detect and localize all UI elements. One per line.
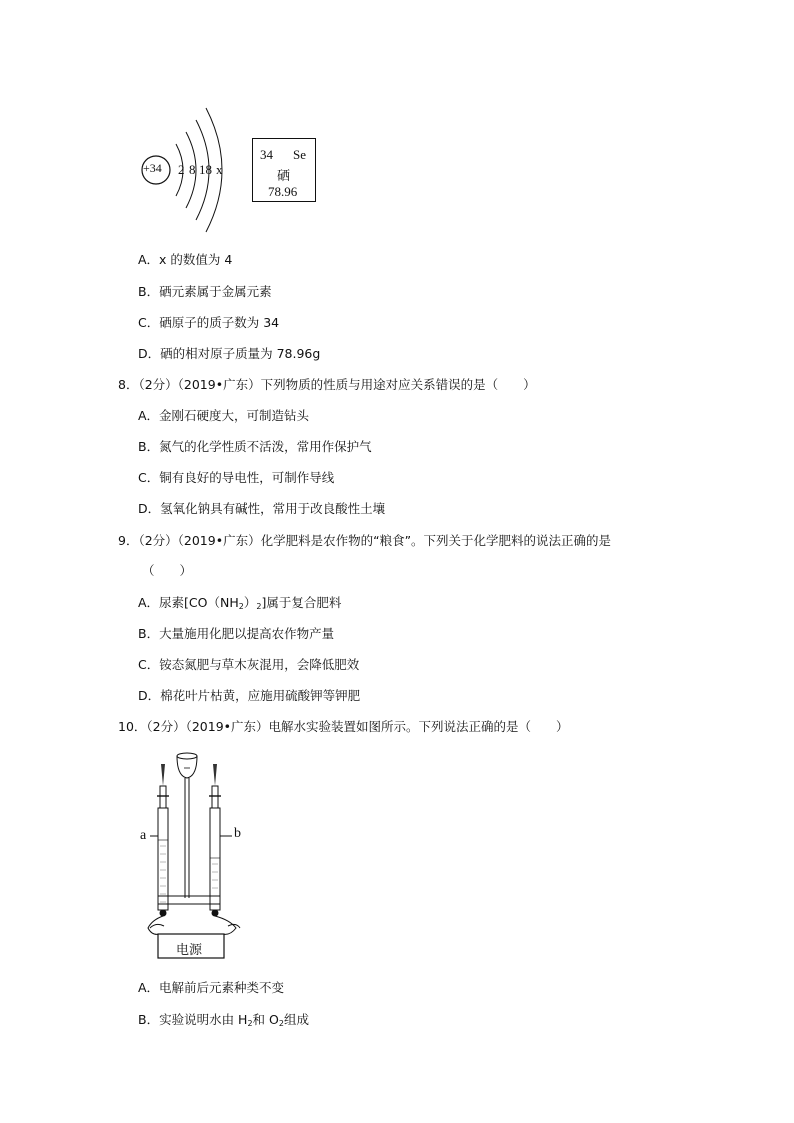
atomic-mass: 78.96 [268, 184, 298, 199]
q9-option-c: C．铵态氮肥与草木灰混用，会降低肥效 [138, 657, 360, 672]
q9-option-b: B．大量施用化肥以提高农作物产量 [138, 626, 335, 641]
q8-option-d: D．氢氧化钠具有碱性，常用于改良酸性土壤 [138, 501, 386, 516]
shell-4-count: x [216, 162, 223, 177]
q9-option-a: A．尿素$[CO(NH_2)_2]$属于复合肥料 [138, 595, 342, 611]
atomic-number: 34 [260, 147, 273, 162]
electrolysis-apparatus-diagram [140, 748, 250, 963]
q7-option-a: A．x 的数值为 4 [138, 252, 233, 267]
q8-option-b: B．氮气的化学性质不活泼，常用作保护气 [138, 439, 372, 454]
tube-a-label: a [140, 828, 147, 843]
q10-option-b: B．实验说明水由 $H_2$和 $O_2$组成 [138, 1012, 309, 1028]
shell-2-count: 8 [189, 162, 196, 177]
power-supply-label: 电源 [176, 943, 203, 958]
shell-1-count: 2 [178, 162, 185, 177]
element-name: 硒 [277, 168, 291, 183]
q9-stem: 9．（2分）（2019•广东）化学肥料是农作物的“粮食”。下列关于化学肥料的说法正确的是 [118, 533, 612, 548]
q7-option-c: C．硒原子的质子数为 34 [138, 315, 280, 330]
nucleus-charge: +34 [143, 161, 162, 175]
q9-option-d: D．棉花叶片枯黄，应施用硫酸钾等钾肥 [138, 688, 361, 703]
element-card-selenium [252, 138, 316, 202]
q9-answer-blank: （ ） [142, 563, 193, 578]
q7-option-d: D．硒的相对原子质量为 78.96g [138, 346, 321, 361]
q8-stem: 8．（2分）（2019•广东）下列物质的性质与用途对应关系错误的是（ ） [118, 377, 536, 392]
q8-option-a: A．金刚石硬度大，可制造钻头 [138, 408, 310, 423]
q10-stem: 10．（2分）（2019•广东）电解水实验装置如图所示。下列说法正确的是（ ） [118, 719, 569, 734]
q10-option-a: A．电解前后元素种类不变 [138, 980, 285, 995]
element-symbol: Se [293, 147, 306, 162]
q8-option-c: C．铜有良好的导电性，可制作导线 [138, 470, 335, 485]
tube-b-label: b [234, 826, 241, 841]
q7-option-b: B．硒元素属于金属元素 [138, 284, 272, 299]
shell-3-count: 18 [199, 162, 212, 177]
